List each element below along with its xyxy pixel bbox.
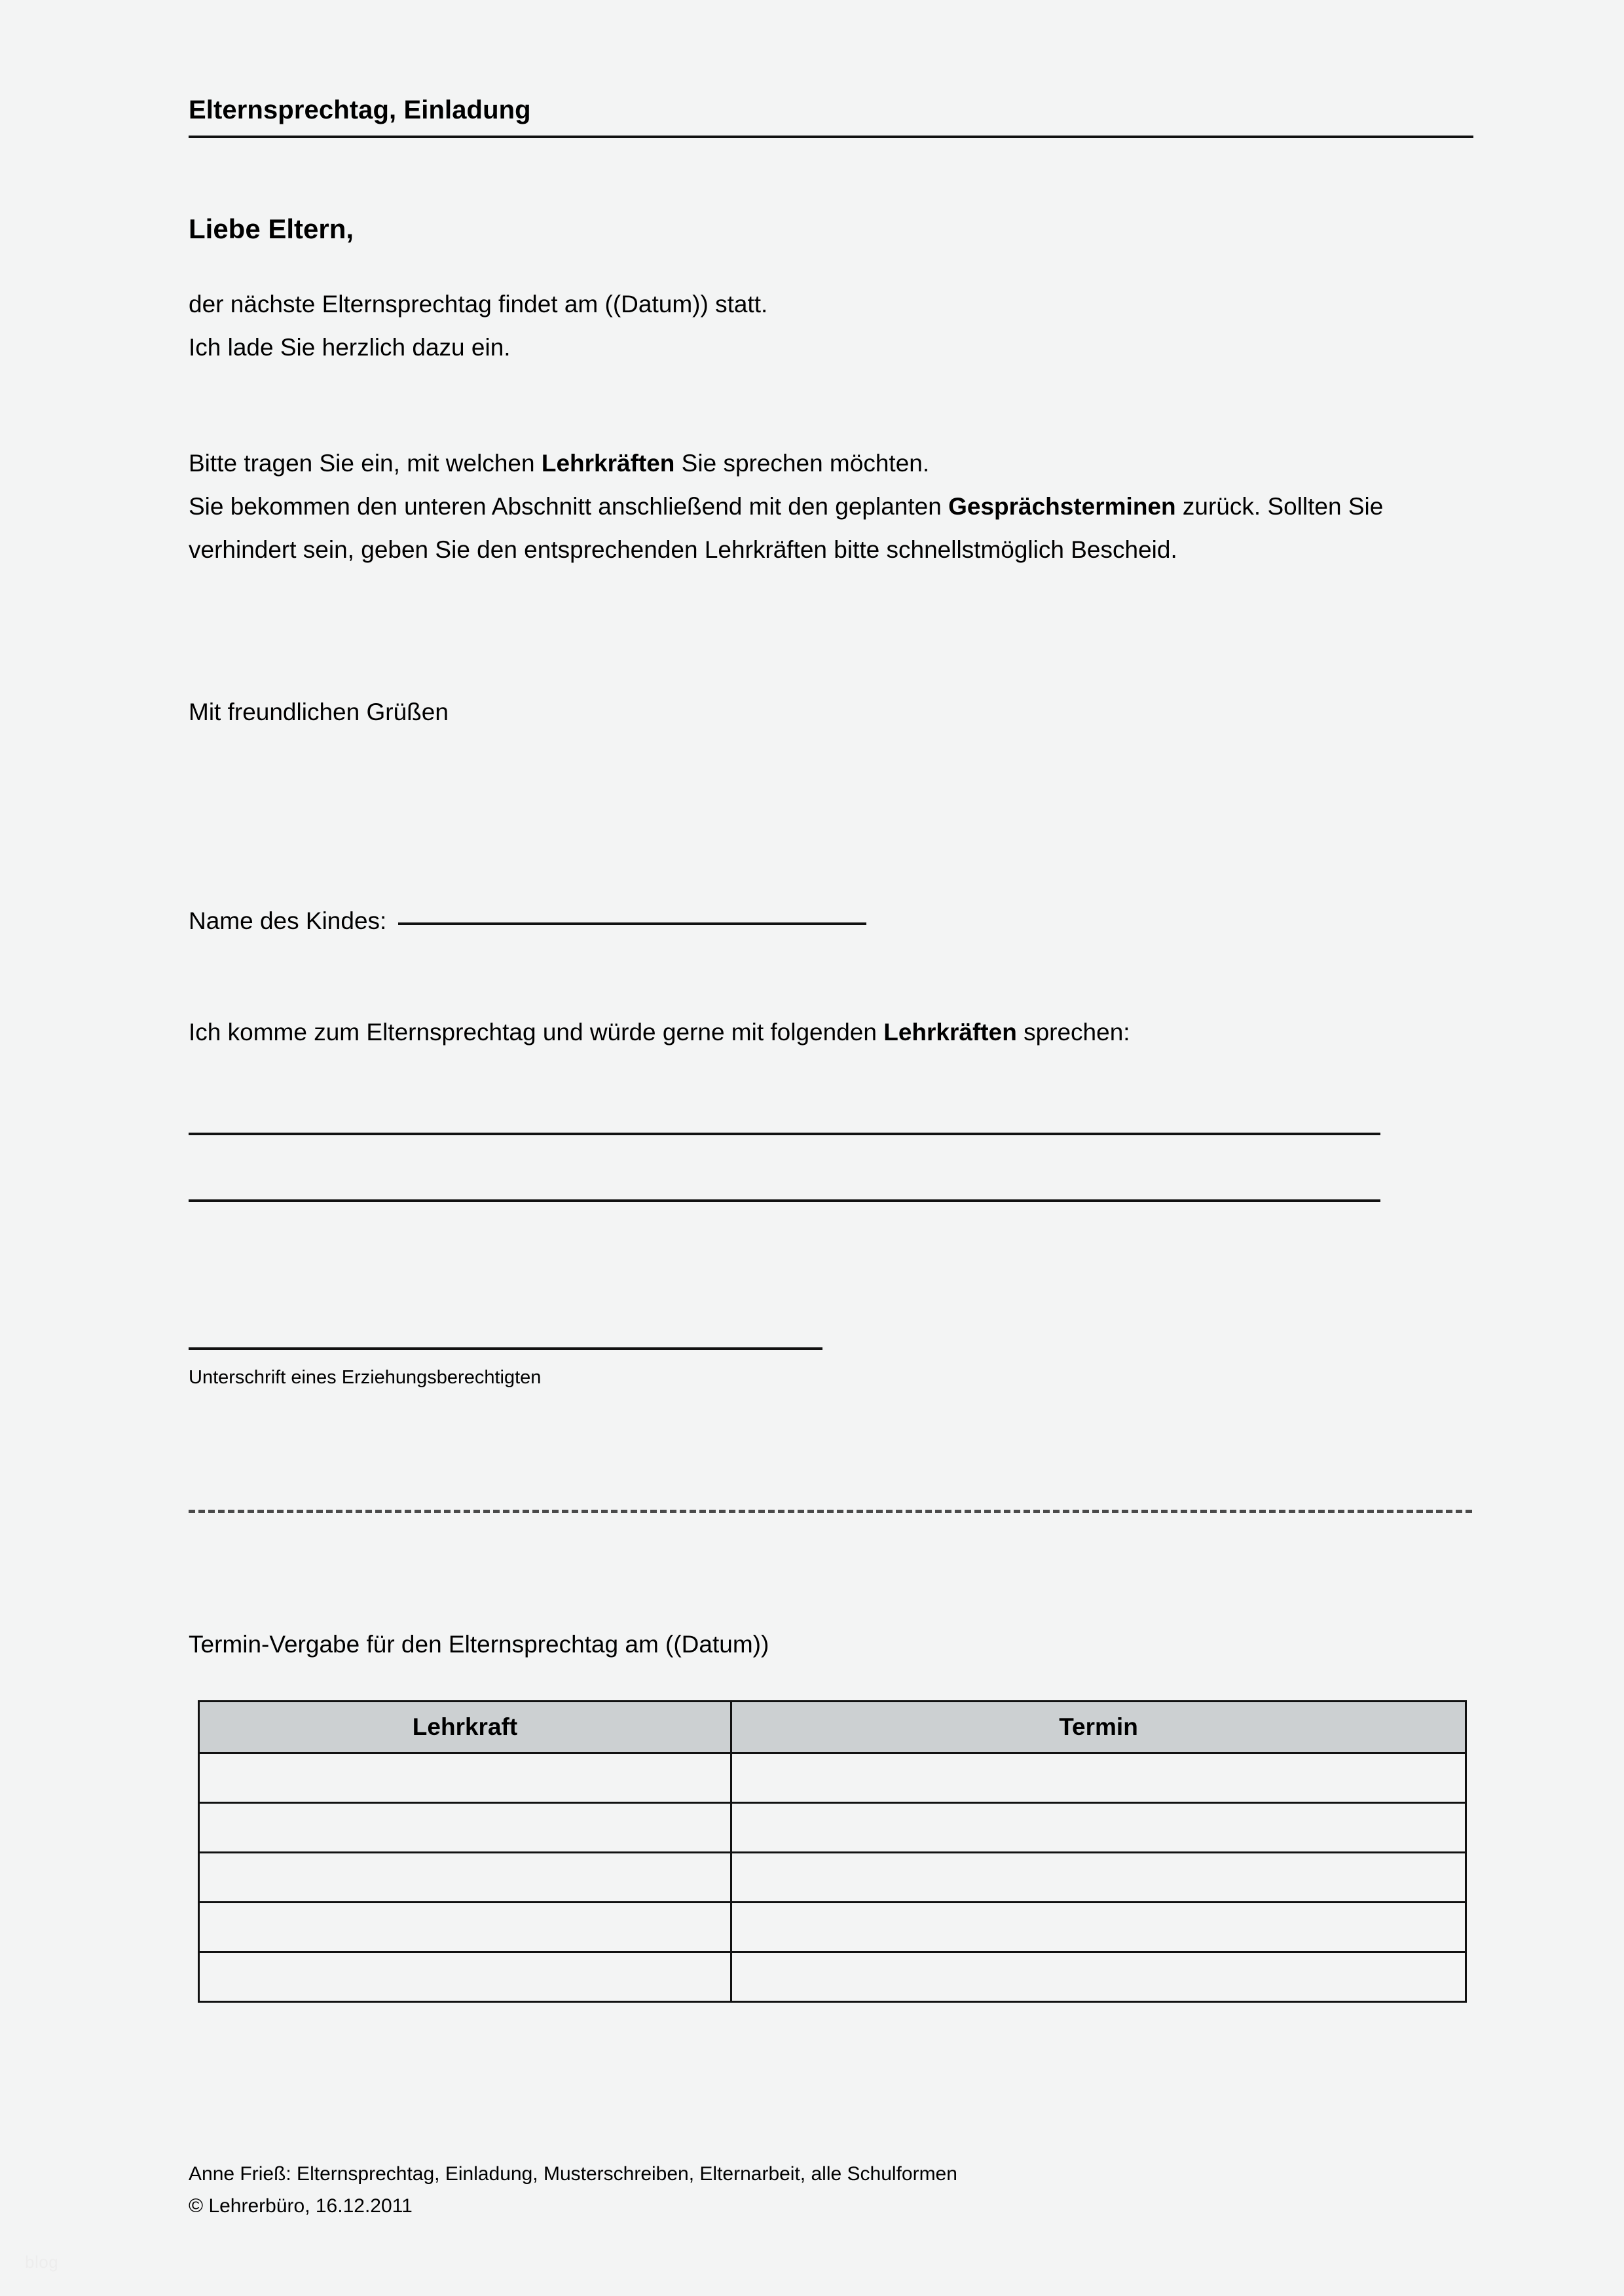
footer-credit: Anne Frieß: Elternsprechtag, Einladung, Musterschreiben, Elternarbeit, alle Schulformen — [189, 2163, 957, 2185]
wish-bold-lehrkraeften: Lehrkräften — [883, 1019, 1017, 1046]
main-bold-lehrkraeften: Lehrkräften — [541, 450, 675, 477]
intro-line-2: Ich lade Sie herzlich dazu ein. — [189, 334, 511, 361]
cell-termin[interactable] — [731, 1753, 1466, 1803]
header-divider — [189, 136, 1473, 138]
intro-line-1: der nächste Elternsprechtag findet am ((Datum)) statt. — [189, 291, 768, 318]
footer-copyright: © Lehrerbüro, 16.12.2011 — [189, 2195, 413, 2217]
cell-lehrkraft[interactable] — [199, 1853, 731, 1903]
signature-caption: Unterschrift eines Erziehungsberechtigten — [189, 1367, 542, 1388]
table-row — [199, 1753, 1466, 1803]
appointments-table — [198, 1700, 1467, 2003]
table-body — [199, 1753, 1466, 2002]
page-title: Elternsprechtag, Einladung — [189, 96, 531, 124]
salutation: Liebe Eltern, — [189, 213, 354, 244]
signature-line[interactable] — [189, 1347, 822, 1350]
main-paragraph — [189, 442, 1436, 572]
cell-termin[interactable] — [731, 1903, 1466, 1952]
cell-lehrkraft[interactable] — [199, 1952, 731, 2002]
child-name-label: Name des Kindes: — [189, 907, 387, 934]
column-header-termin: Termin — [731, 1702, 1466, 1753]
table-row — [199, 1952, 1466, 2002]
wish-segment-2: sprechen: — [1016, 1019, 1130, 1046]
table-row — [199, 1853, 1466, 1903]
cut-here-dashed-line — [189, 1510, 1472, 1513]
wish-segment-1: Ich komme zum Elternsprechtag und würde gerne mit folgenden — [189, 1019, 884, 1046]
closing-regards: Mit freundlichen Grüßen — [189, 699, 449, 725]
table-row — [199, 1803, 1466, 1853]
main-segment-3: Sie bekommen den unteren Abschnitt anschließend mit den geplanten — [189, 493, 949, 520]
main-segment-2: Sie sprechen möchten. — [674, 450, 930, 477]
cell-lehrkraft[interactable] — [199, 1753, 731, 1803]
cell-termin[interactable] — [731, 1952, 1466, 2002]
teacher-fill-line-1[interactable] — [189, 1133, 1380, 1135]
corner-watermark: blog — [25, 2252, 59, 2272]
child-name-fill-line[interactable] — [398, 922, 866, 925]
main-segment-1: Bitte tragen Sie ein, mit welchen — [189, 450, 542, 477]
cell-termin[interactable] — [731, 1803, 1466, 1853]
child-name-row — [189, 905, 866, 938]
cell-termin[interactable] — [731, 1853, 1466, 1903]
column-header-lehrkraft: Lehrkraft — [199, 1702, 731, 1753]
cell-lehrkraft[interactable] — [199, 1803, 731, 1853]
wish-line — [189, 1014, 1130, 1051]
intro-paragraph — [189, 283, 1433, 369]
appointments-heading: Termin-Vergabe für den Elternsprechtag am ((Datum)) — [189, 1631, 769, 1658]
footer — [189, 2158, 957, 2222]
main-segment-4: zurück. Sollten Sie verhindert sein, geben Sie den entsprechenden Lehrkräften bitte schnellstmöglich Bescheid. — [189, 493, 1384, 563]
teacher-fill-line-2[interactable] — [189, 1199, 1380, 1202]
main-bold-gespraechsterminen: Gesprächsterminen — [948, 493, 1176, 520]
cell-lehrkraft[interactable] — [199, 1903, 731, 1952]
table-header-row — [199, 1702, 1466, 1753]
table-row — [199, 1903, 1466, 1952]
